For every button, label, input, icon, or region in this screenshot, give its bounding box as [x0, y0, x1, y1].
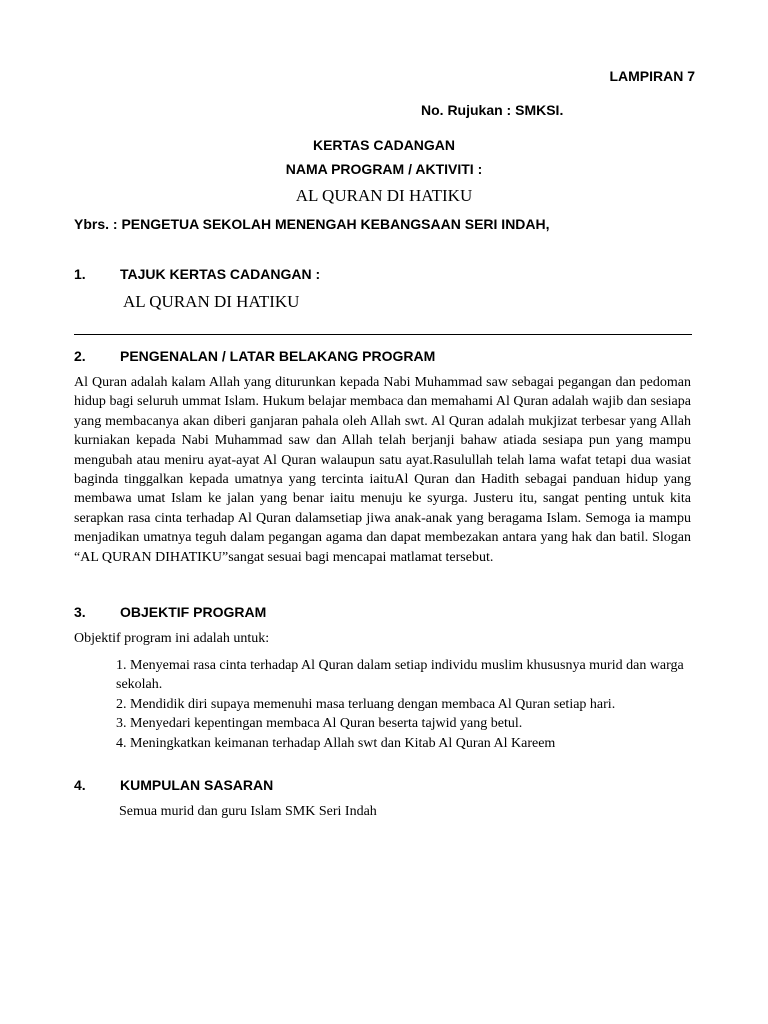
section-2-heading [74, 348, 435, 364]
objective-item: 2. Mendidik diri supaya memenuhi masa terluang dengan membaca Al Quran setiap hari. [116, 696, 616, 712]
section-4-title: KUMPULAN SASARAN [120, 777, 274, 793]
program-name: AL QURAN DI HATIKU [295, 186, 473, 205]
section-1-content: AL QURAN DI HATIKU [123, 292, 300, 311]
section-2-number: 2. [74, 348, 86, 364]
reference-number: No. Rujukan : SMKSI. [421, 102, 564, 118]
section-1-heading [74, 266, 320, 282]
section-2-title: PENGENALAN / LATAR BELAKANG PROGRAM [120, 348, 436, 364]
document-title: KERTAS CADANGAN [312, 137, 456, 153]
divider-line [74, 334, 692, 335]
objectives-list [116, 656, 696, 753]
section-4-content: Semua murid dan guru Islam SMK Seri Indah [119, 804, 377, 819]
section-3-heading [74, 604, 266, 620]
section-3-number: 3. [74, 604, 86, 620]
section-1-title: TAJUK KERTAS CADANGAN : [120, 266, 321, 282]
lampiran-label: LAMPIRAN 7 [609, 68, 695, 84]
program-label: NAMA PROGRAM / AKTIVITI : [285, 161, 483, 177]
section-3-intro: Objektif program ini adalah untuk: [74, 631, 270, 646]
objective-item: 1. Menyemai rasa cinta terhadap Al Quran dalam setiap individu muslim khususnya murid dan warga sekolah. [116, 658, 684, 693]
section-4-heading [74, 777, 273, 793]
objective-item: 4. Meningkatkan keimanan terhadap Allah swt dan Kitab Al Quran Al Kareem [116, 735, 556, 751]
section-4-number: 4. [74, 777, 86, 793]
section-2-paragraph: Al Quran adalah kalam Allah yang diturunkan kepada Nabi Muhammad saw sebagai pegangan dan pedoman hidup bagi seluruh ummat Islam. Hukum belajar membaca dan memahami Al Quran adalah wajib dan sesiapa yang membacanya akan diberi ganjaran pahala oleh Allah swt. Al Quran adalah mukjizat terbesar yang Allah kurniakan kepada Nabi Muhammad saw dan Allah telah berjanji bahaw atiada sesiapa pun yang mampu mengubah atau meniru ayat-ayat Al Quran walaupun satu ayat.Rasulullah telah lama wafat tetapi dua wasiat baginda tinggalkan kepada umatnya yang tercinta iaituAl Quran dan Hadith sebagai panduan hidup yang membawa umat Islam ke jalan yang benar iaitu menuju ke syurga. Justeru itu, sangat penting untuk kita serapkan rasa cinta terhadap Al Quran dalamsetiap jiwa anak-anak yang beragama Islam. Semoga ia mampu menjadikan umatnya teguh dalam pegangan agama dan dapat membezakan antara yang hak dan batil. Slogan “AL QURAN DIHATIKU”sangat sesuai bagi mencapai matlamat tersebut. [74, 375, 691, 565]
objective-item: 3. Menyedari kepentingan membaca Al Quran beserta tajwid yang betul. [116, 716, 523, 732]
addressee: Ybrs. : PENGETUA SEKOLAH MENENGAH KEBANGSAAN SERI INDAH, [74, 216, 550, 232]
section-3-title: OBJEKTIF PROGRAM [120, 604, 267, 620]
section-1-number: 1. [74, 266, 86, 282]
